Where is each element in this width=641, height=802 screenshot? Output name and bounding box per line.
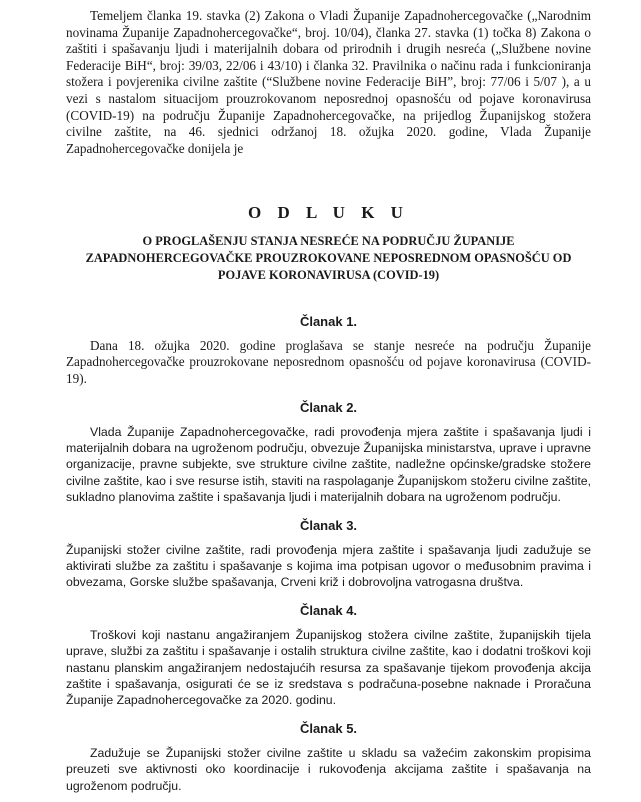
intro-paragraph: Temeljem članka 19. stavka (2) Zakona o Vladi Županije Zapadnohercegovačke („Narodnim novinama Županije Zapadnohercegovačke“, broj. 10/04), članka 27. stavka (1) točka 8) Zakona o zaštiti i spašavanju ljudi i materijalnih dobara od prirodnih i drugih nesreća („Službene novine Federacije BiH“, broj: 39/03, 22/06 i 43/10) i članka 32. Pravilnika o načinu rada i funkcioniranja stožera i povjerenika civilne zaštite (“Službene novine Federacije BiH”, broj: 77/06 i 5/07 ), a u vezi s nastalom situacijom prouzrokovanom neposrednoj opasnošću od pojave koronavirusa (COVID-19) na području Županije Zapadnohercegovačke, na prijedlog Županijskog stožera civilne zaštite, na 46. sjednici održanoj 18. ožujka 2020. godine, Vlada Županije Zapadnohercegovačke donijela je [66, 8, 591, 156]
article-4-text: Troškovi koji nastanu angažiranjem Županijskog stožera civilne zaštite, županijskih tijela uprave, službi za zaštitu i spašavanje i ostalih struktura civilne zaštite, kao i dodatni troškovi koji nastanu planskim angažiranjem nedostajućih resursa za spašavanje tijekom provođenja akcija zaštite i spašavanja, osigurati će se iz sredstava s podračuna-posebne naknade i Proračuna Županije Zapadnohercegovačke za 2020. godinu. [66, 627, 591, 708]
document-subtitle: O PROGLAŠENJU STANJA NESREĆE NA PODRUČJU ŽUPANIJE ZAPADNOHERCEGOVAČKE PROUZROKOVANE NEPOSREDNOM OPASNOŠĆU OD POJAVE KORONAVIRUSA (COVID-19) [85, 234, 572, 282]
document-title: O D L U K U [248, 203, 409, 223]
article-1-text: Dana 18. ožujka 2020. godine proglašava se stanje nesreće na području Županije Zapadnohercegovačke prouzrokovane neposrednom opasnošću od pojave koronavirusa (COVID-19). [66, 337, 591, 386]
article-3-heading: Članak 3. [299, 517, 358, 533]
article-3-text: Županijski stožer civilne zaštite, radi provođenja mjera zaštite i spašavanja ljudi zadužuje se aktivirati službe za zaštitu i spašavanje s kojima ima potpisan ugovor o međusobnim pravima i obvezama, Gorske službe spašavanja, Crveni križ i dobrovoljna vatrogasna društva. [66, 542, 591, 590]
article-4-heading: Članak 4. [299, 602, 358, 618]
article-5-text: Zadužuje se Županijski stožer civilne zaštite u skladu sa važećim zakonskim propisima preuzeti sve aktivnosti oko koordinacije i rukovođenja akcijama zaštite i spašavanja na ugroženom području. [66, 745, 591, 793]
article-1-heading: Članak 1. [299, 313, 358, 329]
article-2-text: Vlada Županije Zapadnohercegovačke, radi provođenja mjera zaštite i spašavanja ljudi i materijalnih dobara na ugroženom području, obvezuje Županijska ministarstva, uprave i upravne organizacije, pravne subjekte, sve strukture civilne zaštite, nadležne općinske/gradske stožere civilne zaštite, kao i sve resurse istih, staviti na raspolaganje Županijskom stožeru civilne zaštite, sukladno planovima zaštite i spašavanja ljudi i materijalnih dobara na ugroženom području. [66, 424, 591, 505]
article-5-heading: Članak 5. [299, 720, 358, 736]
article-2-heading: Članak 2. [299, 399, 358, 415]
